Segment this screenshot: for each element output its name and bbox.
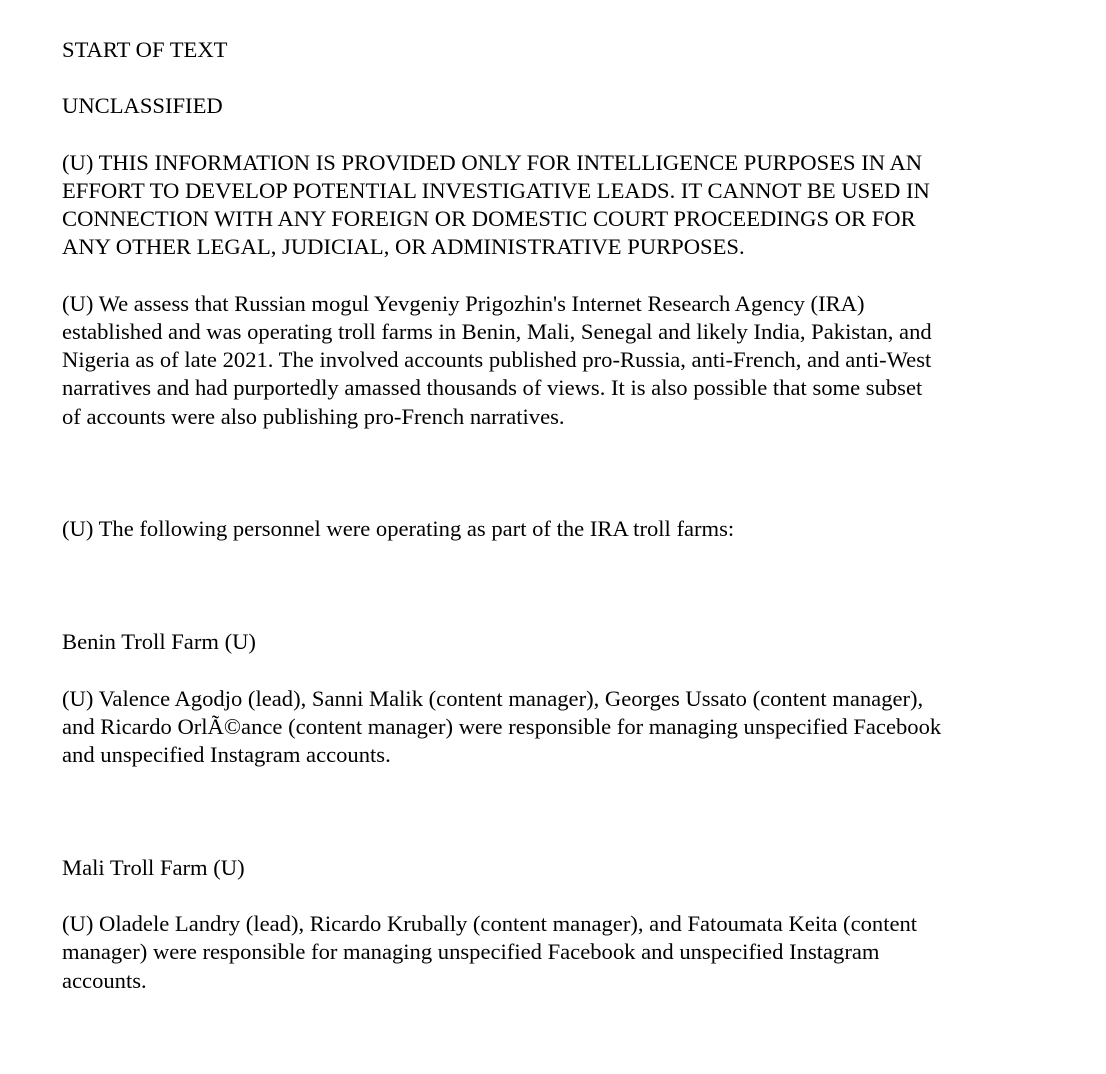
- section-heading-benin: Benin Troll Farm (U): [62, 629, 256, 655]
- section-heading-mali: Mali Troll Farm (U): [62, 854, 245, 880]
- personnel-intro: (U) The following personnel were operating as part of the IRA troll farms:: [62, 516, 735, 542]
- section-body-benin: (U) Valence Agodjo (lead), Sanni Malik (content manager), Georges Ussato (content manager), and Ricardo OrlÃ©ance (content manager) were responsible for managing unspecified Facebook and unspecified Instagram accounts.: [62, 685, 942, 767]
- start-marker: START OF TEXT: [62, 37, 228, 62]
- document-page: [62, 36, 1062, 995]
- disclaimer-paragraph: (U) THIS INFORMATION IS PROVIDED ONLY FOR INTELLIGENCE PURPOSES IN AN EFFORT TO DEVELOP POTENTIAL INVESTIGATIVE LEADS. IT CANNOT BE USED IN CONNECTION WITH ANY FOREIGN OR DOMESTIC COURT PROCEEDINGS OR FOR ANY OTHER LEGAL, JUDICIAL, OR ADMINISTRATIVE PURPOSES.: [62, 149, 930, 260]
- classification-banner: UNCLASSIFIED: [62, 93, 223, 119]
- section-body-mali: (U) Oladele Landry (lead), Ricardo Krubally (content manager), and Fatoumata Keita (content manager) were responsible for managing unspecified Facebook and unspecified Instagram accounts.: [62, 911, 918, 993]
- assessment-paragraph: (U) We assess that Russian mogul Yevgeniy Prigozhin's Internet Research Agency (IRA) established and was operating troll farms in Benin, Mali, Senegal and likely India, Pakistan, and Nigeria as of late 2021. The involved accounts published pro-Russia, anti-French, and anti-West narratives and had purportedly amassed thousands of views. It is also possible that some subset of accounts were also publishing pro-French narratives.: [62, 290, 932, 429]
